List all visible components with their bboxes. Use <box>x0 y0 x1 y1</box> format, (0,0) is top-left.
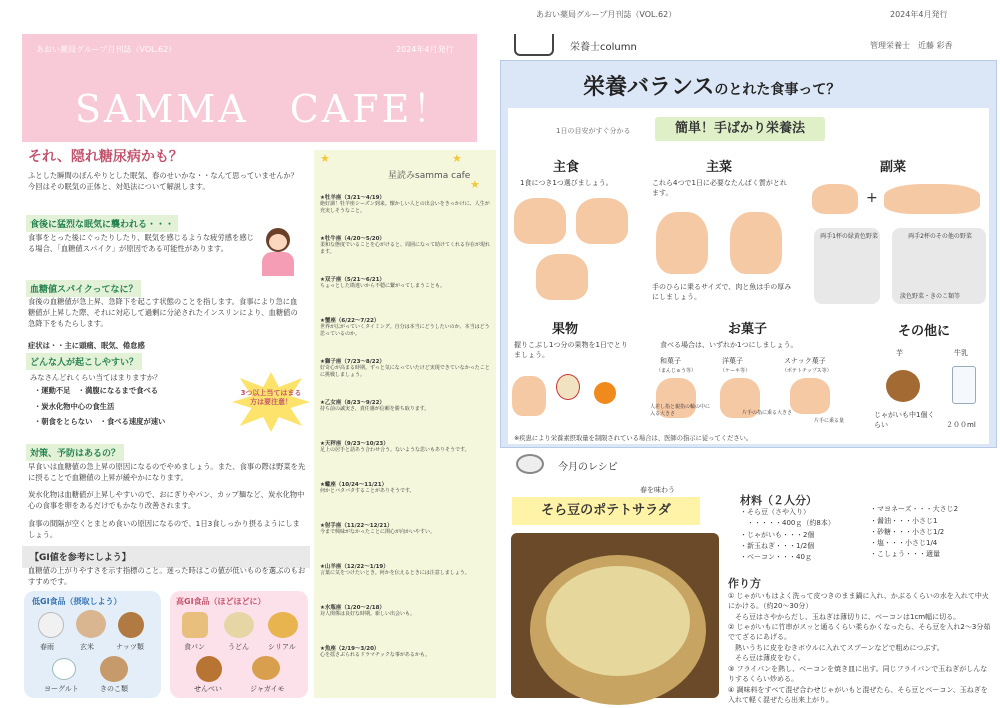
orange-icon <box>594 382 616 404</box>
snack-sn: スナック菓子 <box>784 357 826 365</box>
section-text: 食事の間隔が空くとまとめ食いの原因になるので、1日3食しっかり摂るようにしましょう。 <box>28 519 300 539</box>
milk-text: ２００ml <box>946 421 976 429</box>
main-text: これら4つで1日に必要なたんぱく質がとれます。 <box>652 179 787 197</box>
horoscope-entry: ★獅子座（7/23～8/22） 好奇心が高まる時期。ずっと気になっていたけど実現できていなかったことに挑戦しましょう。 <box>320 359 490 378</box>
fist-icon <box>512 376 546 416</box>
snack-note: 片手に乗る量 <box>814 418 845 424</box>
gi-title: 【GI値を参考にしよう】 <box>30 553 131 563</box>
imo-label: 芋 <box>896 349 903 357</box>
section-title: どんな人が起こしやすい？ <box>26 353 142 370</box>
fruit-text: 握りこぶし1つ分の果物を1日でとりましょう。 <box>514 341 628 359</box>
meat-hand-icon <box>656 212 708 274</box>
section-text: 食事をとった後にぐったりしたり、眠気を感じるような疲労感を感じる場合、「血糖値スパイク」が原因である可能性があります。 <box>28 233 254 253</box>
hands-icon <box>812 184 858 214</box>
plus-icon: + <box>866 190 878 206</box>
ingredient-item: ・醤油・・・小さじ1 <box>870 517 938 525</box>
checklist-item: ・朝食をとらない ・食べる速度が速い <box>34 417 166 426</box>
horoscope-entry: ★水瓶座（1/20～2/18） 対人関係は良好な時期。新しい出会いも。 <box>320 605 416 617</box>
cereal-icon <box>268 612 298 638</box>
disease-note: ※疾患により栄養素摂取量を制限されている場合は、医師の指示に従ってください。 <box>514 435 753 442</box>
gi-text: 血糖値の上がりやすさを示す指標のこと。迷った時はこの値が低いものを選ぶのもおすすめです。 <box>28 566 306 586</box>
food-label: せんべい <box>194 685 222 693</box>
ingredient-item: ・ベーコン・・・40ｇ <box>740 553 812 561</box>
tofu-hand-icon <box>730 212 782 274</box>
snack-sn-sub: （ポテトチップス等） <box>782 368 832 374</box>
main-text2: 手のひらに乗るサイズで、肉と魚は手の厚みにしましょう。 <box>652 283 792 301</box>
snack-title: お菓子 <box>728 322 768 337</box>
snack-yo-sub: （ケーキ等） <box>720 368 751 374</box>
rice-hand-icon <box>514 198 566 244</box>
food-label: 春雨 <box>40 643 54 651</box>
imo-text: じゃがいも中1個くらい <box>874 411 935 429</box>
side-title: 副菜 <box>880 160 907 175</box>
section-title: 食後に猛烈な眠気に襲われる・・・ <box>26 215 178 232</box>
snack-wa-sub: （まんじゅう等） <box>656 368 697 374</box>
high-gi-title: 高GI食品（ほどほどに） <box>176 597 266 606</box>
other-veg-label: 両手2杯のその他の野菜 <box>908 233 972 240</box>
ingredient-item: ・・・・・400ｇ（約8本） <box>740 519 835 527</box>
food-label: シリアル <box>268 643 296 651</box>
staple-text: 1食につき1つ選びましょう。 <box>520 179 613 187</box>
magazine-name: あおい薬局グループ月刊誌（VOL.62） <box>36 45 177 54</box>
food-label: 食パン <box>184 643 205 651</box>
ingredient-item: ・マヨネーズ・・・大さじ2 <box>870 505 959 513</box>
section-text: 食後の血糖値が急上昇、急降下を起こす状態のことを指します。食事により急に血糖値が上昇した際、それに対応して過剰に分泌されたインスリンにより、血糖値の急降下をもたらします。 <box>28 297 298 328</box>
other-veg-sub: 淡色野菜・きのこ類等 <box>900 293 961 300</box>
brown-rice-icon <box>76 610 106 638</box>
horoscope-entry: ★蠍座（10/24～11/21） 何かとバタバタすることがありそうです。 <box>320 482 415 494</box>
horoscope-entry: ★山羊座（12/22～1/19） 言葉に気をつけたいとき。何かを伝えるときには注意しましょう。 <box>320 564 470 576</box>
food-label: ジャガイモ <box>250 685 285 693</box>
bread-icon <box>182 612 208 638</box>
nuts-icon <box>118 612 144 638</box>
udon-icon <box>224 612 254 638</box>
symptom-text: 症状は・・主に頭痛、眠気、倦怠感 <box>28 341 145 350</box>
yogurt-icon <box>52 658 76 680</box>
snack-note: 人差し指と親指の輪の中に入る大きさ <box>650 404 711 417</box>
harusame-icon <box>38 612 64 638</box>
step: そら豆はさやからだし、玉ねぎは薄切りに、ベーコンは1cm幅に切る。 <box>728 613 961 621</box>
checklist-item: ・運動不足 ・満腹になるまで食べる <box>34 386 159 395</box>
recipe-title: そら豆のポテトサラダ <box>512 497 700 525</box>
ingredient-item: ・じゃがいも・・・2個 <box>740 531 815 539</box>
warning-text: 3つ以上当てはまる方は要注意！ <box>240 389 302 406</box>
section-title: 血糖値スパイクってなに？ <box>26 280 141 297</box>
apple-icon <box>556 374 580 400</box>
horoscope-entry: ★牡羊座（3/21～4/19） 絶好調！牡羊座シーズン到来。懐かしい人との出会いをきっかけに、人生が充実しそうなこと。 <box>320 195 490 214</box>
nutrition-sub: 1日の目安がすぐ分かる <box>556 127 631 135</box>
noodle-hand-icon <box>536 254 588 300</box>
staple-title: 主食 <box>553 160 580 175</box>
issue-date: 2024年4月発行 <box>396 45 454 54</box>
star-icon: ★ <box>470 178 480 191</box>
issue-date: 2024年4月発行 <box>890 10 948 19</box>
potato-icon <box>886 370 920 402</box>
salad-bowl-icon <box>516 454 544 474</box>
other-title: その他に <box>898 324 951 339</box>
ingredient-item: ・砂糖・・・小さじ1/2 <box>870 528 945 536</box>
low-gi-title: 低GI食品（摂取しよう） <box>32 597 122 606</box>
senbei-icon <box>196 656 222 682</box>
chips-hand-icon <box>790 378 830 414</box>
horoscope-entry: ★蟹座（6/22～7/22） 世界が広がっていくタイミング。自分は本当にどうしたいのか、本当はどう思っているのか。 <box>320 318 490 337</box>
step: ② じゃがいもに竹串がスッと通るくらい柔らかくなったら、そら豆を入れ2～3分茹でてざるにあげる。 <box>728 623 991 641</box>
sleepy-woman-illustration <box>258 226 298 276</box>
step: ③ フライパンを熱し、ベーコンを焼き皿に出す。同じフライパンで玉ねぎがしんなりするくらい炒める。 <box>728 665 988 683</box>
horoscope-entry: ★射手座（11/22～12/21） 今まで興味がなかったことに関心が向かいやすい。 <box>320 523 436 535</box>
ingredients-title: 材料（２人分） <box>740 494 817 507</box>
nutrition-title: 栄養バランスのとれた食事って？ <box>583 75 841 100</box>
author: 管理栄養士 近藤 彩香 <box>870 41 953 50</box>
headline: それ、隠れ糖尿病かも？ <box>28 149 183 165</box>
mushroom-icon <box>100 656 128 682</box>
snack-yo: 洋菓子 <box>722 357 743 365</box>
horoscope-entry: ★魚座（2/19～3/20） 心を揺さぶられるドラマチックな事があるかも。 <box>320 646 430 658</box>
green-veg-label: 両手1杯の緑黄色野菜 <box>820 233 878 240</box>
ingredient-item: ・そら豆（さや入り） <box>740 508 810 516</box>
horoscope-entry: ★双子座（5/21～6/21） ちょっとした勘違いから不穏に繋がってしまうことも。 <box>320 277 446 289</box>
horoscope-title: 星読みsamma cafe <box>388 171 471 181</box>
potato-icon <box>252 656 280 680</box>
food-label: ヨーグルト <box>44 685 79 693</box>
method-title: 簡単！手ばかり栄養法 <box>655 117 825 141</box>
horoscope-entry: ★牡牛座（4/20～5/20） 柔和な態度でいることを心がけると、周囲になって助けてくれる存在が現れます。 <box>320 236 491 255</box>
section-title: 対策、予防はあるの？ <box>26 444 124 461</box>
milk-label: 牛乳 <box>954 349 968 357</box>
food-label: ナッツ類 <box>116 643 144 651</box>
salad-mix <box>546 566 690 676</box>
recipe-tag: 春を味わう <box>640 486 675 494</box>
milk-glass-icon <box>952 366 976 404</box>
magazine-name: あおい薬局グループ月刊誌（VOL.62） <box>536 10 677 19</box>
steps-title: 作り方 <box>728 577 761 590</box>
ingredient-item: ・新玉ねぎ・・・1/2個 <box>740 542 815 550</box>
step: ④ 調味料をすべて混ぜ合わせじゃがいもと混ぜたら、そら豆とベーコン、玉ねぎを入れて軽く混ぜたら出来上がり。 <box>728 686 988 704</box>
ingredient-item: ・塩・・・小さじ1/4 <box>870 539 938 547</box>
food-label: 玄米 <box>80 643 94 651</box>
bread-hand-icon <box>576 198 628 244</box>
main-title: 主菜 <box>706 160 733 175</box>
step: ① じゃがいもはよく洗って皮つきのまま鍋に入れ、かぶるくらいの水を入れて中火にかける。（約20～30分） <box>728 592 989 610</box>
intro-text: ふとした瞬間のぼんやりとした眠気、春のせいかな・・なんて思っていませんか？今回はその眠気の正体と、対処法について解説します。 <box>28 171 298 191</box>
snack-text: 食べる場合は、いずれか1つにしましょう。 <box>660 341 798 349</box>
ingredient-item: ・こしょう・・・適量 <box>870 550 940 558</box>
snack-note: 片手の指に乗る大きさ <box>742 410 793 416</box>
section-text: 早食いは血糖値の急上昇の原因になるのでやめましょう。また、食事の際は野菜を先に摂ることで血糖値の上昇が緩やかになります。 <box>28 462 306 482</box>
horoscope-entry: ★乙女座（8/23～9/22） 持ち前の誠実さ、責任感が信頼を勝ち取ります。 <box>320 400 430 412</box>
pot-icon <box>514 34 554 56</box>
fruit-title: 果物 <box>552 322 579 337</box>
section-text: 炭水化物は血糖値が上昇しやすいので、おにぎりやパン、カップ麺など、炭水化物中心の食事を卵をあるだけでもかなり改善されます。 <box>28 490 305 510</box>
star-icon: ★ <box>452 152 462 165</box>
step: そら豆は薄皮をむく。 <box>728 654 805 662</box>
food-label: うどん <box>228 643 249 651</box>
page-title: SAMMA CAFE！ <box>75 87 454 131</box>
question-text: みなさんどれくらい当てはまりますか？ <box>30 373 162 382</box>
horoscope-entry: ★天秤座（9/23～10/23） 足上の居手と話あう合わせ合う。ないような思いもありそうです。 <box>320 441 470 453</box>
snack-wa: 和菓子 <box>660 357 681 365</box>
step: 熱いうちに皮をむきボウルに入れてスプーンなどで粗めにつぶす。 <box>728 644 944 652</box>
star-icon: ★ <box>320 152 330 165</box>
horoscope-list <box>320 193 490 693</box>
column-label: 栄養士column <box>570 42 637 53</box>
checklist-item: ・炭水化物中心の食生活 <box>34 402 115 411</box>
food-label: きのこ類 <box>100 685 128 693</box>
recipe-label: 今月のレシピ <box>558 462 618 473</box>
hands-icon <box>884 184 980 214</box>
